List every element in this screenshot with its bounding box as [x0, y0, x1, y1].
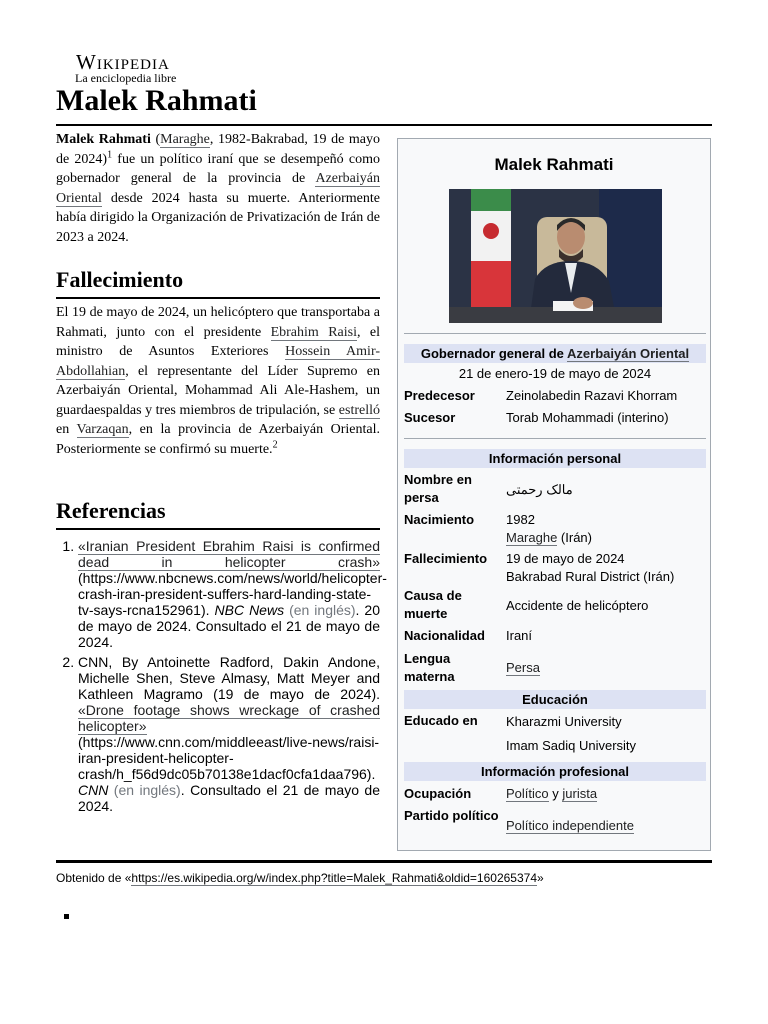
link-birth-maraghe[interactable]: Maraghe — [506, 530, 558, 545]
personal-heading: Información personal — [404, 449, 706, 468]
ref2-url: (https://www.cnn.com/middleeast/live-news/raisi-iran-president-helicopter-crash/h_f56d9dc05b70138e1dacf0cfa1daa796) — [78, 734, 380, 782]
link-jurista[interactable]: jurista — [562, 786, 598, 801]
ref1-work: NBC News — [214, 602, 285, 618]
birth-year: 1982 — [506, 512, 535, 527]
office-heading-text: Gobernador general de — [420, 346, 568, 361]
birth-place — [506, 529, 706, 547]
infobox-title: Malek Rahmati — [494, 155, 614, 174]
office-heading — [404, 344, 706, 363]
native-name-label: Nombre en persa — [404, 472, 472, 505]
intro-text-b: , 1982-Bakrabad, 19 de mayo de 2024) — [56, 132, 381, 167]
ref2-authors: CNN, By Antoinette Radford, Dakin Andone, Michelle Shen, Steve Almasy, Matt Meyer and Kathleen Magramo (19 de mayo de 2024). — [78, 654, 380, 702]
link-ebrahim-raisi[interactable]: Ebrahim Raisi — [270, 324, 357, 340]
professional-heading: Información profesional — [404, 762, 706, 781]
portrait-image — [449, 189, 662, 323]
ref-marker-1[interactable]: 1 — [107, 148, 113, 160]
death-paragraph — [56, 303, 380, 459]
intro-text-c: fue un político iraní que se desempeñó como gobernador general de la provincia de — [56, 151, 380, 186]
footer-permalink[interactable]: https://es.wikipedia.org/w/index.php?title=Malek_Rahmati&oldid=160265374 — [131, 871, 537, 885]
link-maraghe[interactable]: Maraghe — [160, 132, 210, 147]
death-text-b: , el ministro de Asuntos Exteriores — [56, 324, 380, 359]
references-list — [56, 538, 387, 818]
list-bullet — [64, 914, 69, 919]
school-2: Imam Sadiq University — [506, 738, 637, 753]
office-dates: 21 de enero-19 de mayo de 2024 — [458, 366, 652, 381]
language-value — [506, 659, 706, 677]
death-text-e: , en la provincia de Azerbaiyán Oriental. Posteriormente se confirmó su muerte. — [56, 422, 380, 457]
predecessor-value: Zeinolabedin Razavi Khorram — [506, 388, 678, 403]
footer-divider — [56, 860, 712, 863]
link-estrello[interactable]: estrelló — [338, 402, 380, 418]
party-value — [506, 817, 706, 835]
link-azerbaijan-oriental[interactable]: Azerbaiyán Oriental — [56, 171, 380, 206]
link-politico[interactable]: Político — [506, 786, 549, 801]
death-text-c: , el representante del Líder Supremo en Azerbaiyán Oriental, Mohammad Ali Ale-Hashem, un guardaespaldas y tres miembros de tripulación, se — [56, 363, 380, 418]
language-label: Lengua materna — [404, 651, 455, 684]
infobox-divider — [404, 438, 706, 439]
link-persa[interactable]: Persa — [506, 660, 540, 675]
reference-item — [78, 654, 380, 814]
educated-label: Educado en — [404, 713, 478, 728]
birth-label: Nacimiento — [404, 512, 475, 527]
ref1-title-link[interactable]: «Iranian President Ebrahim Raisi is confirmed dead in helicopter crash» — [78, 538, 380, 570]
link-amir-abdollahian[interactable]: Hossein Amir-Abdollahian — [56, 344, 380, 379]
intro-bold-name: Malek Rahmati — [56, 132, 151, 147]
link-office-province[interactable]: Azerbaiyán Oriental — [567, 346, 690, 361]
ref1-lang: (en inglés) — [284, 602, 356, 618]
heading-fallecimiento: Fallecimiento — [56, 267, 380, 299]
occupation-label: Ocupación — [404, 786, 472, 801]
ref2-tail: . Consultado el 21 de mayo de 2024. — [78, 782, 380, 814]
intro-text-a: ( — [150, 132, 161, 147]
ref1-url: (https://www.nbcnews.com/news/world/helicopter-crash-iran-president-suffers-hard-landing-state-tv-says-rcna152961) — [78, 570, 387, 618]
ref1-tail: . 20 de mayo de 2024. Consultado el 21 de mayo de 2024. — [78, 602, 380, 650]
death-value — [506, 550, 706, 586]
nationality-value: Iraní — [506, 628, 533, 643]
party-label: Partido político — [404, 808, 499, 823]
wikipedia-tagline: La enciclopedia libre — [75, 71, 177, 85]
infobox-divider — [404, 333, 706, 334]
wikipedia-wordmark[interactable]: Wikipedia — [76, 50, 170, 74]
footer-prefix: Obtenido de « — [56, 871, 132, 885]
education-heading: Educación — [404, 690, 706, 709]
birth-value — [506, 511, 706, 547]
successor-value: Torab Mohammadi (interino) — [506, 410, 669, 425]
death-text-a: El 19 de mayo de 2024, un helicóptero que transportaba a Rahmati, junto con el presidente — [56, 305, 380, 340]
ref2-lang: (en inglés) — [108, 782, 181, 798]
birth-country: (Irán) — [557, 530, 592, 545]
successor-label: Sucesor — [404, 410, 456, 425]
school-1: Kharazmi University — [506, 714, 622, 729]
reference-item — [78, 538, 387, 650]
death-label: Fallecimiento — [404, 551, 488, 566]
death-date: 19 de mayo de 2024 — [506, 551, 625, 566]
infobox — [397, 138, 711, 851]
occupation-value — [506, 785, 706, 803]
page-title: Malek Rahmati — [56, 84, 257, 117]
death-place: Bakrabad Rural District (Irán) — [506, 569, 675, 584]
intro-text-d: desde 2024 hasta su muerte. Anteriormente había dirigido la Organización de Privatización de Irán de 2023 a 2024. — [56, 190, 380, 245]
cause-label: Causa de muerte — [404, 588, 462, 621]
death-text-d: en — [56, 422, 77, 437]
intro-paragraph — [56, 130, 380, 247]
link-varzaqan[interactable]: Varzaqan — [76, 422, 129, 437]
ref-marker-2[interactable]: 2 — [272, 438, 278, 450]
ref2-title-link[interactable]: «Drone footage shows wreckage of crashed helicopter» — [78, 702, 380, 734]
cause-value: Accidente de helicóptero — [506, 598, 649, 613]
occupation-and: y — [548, 786, 563, 801]
retrieved-from — [56, 871, 544, 885]
ref2-sep: . — [371, 766, 376, 782]
ref2-work: CNN — [78, 782, 109, 798]
predecessor-label: Predecesor — [404, 388, 475, 403]
heading-referencias: Referencias — [56, 498, 380, 530]
nationality-label: Nacionalidad — [404, 628, 485, 643]
portrait-photo[interactable] — [449, 189, 662, 323]
ref1-sep: . — [205, 602, 215, 618]
link-party[interactable]: Político independiente — [506, 818, 634, 833]
footer-suffix: » — [537, 871, 544, 885]
title-divider — [56, 124, 712, 126]
native-name-value: مالک رحمتی — [506, 482, 573, 497]
